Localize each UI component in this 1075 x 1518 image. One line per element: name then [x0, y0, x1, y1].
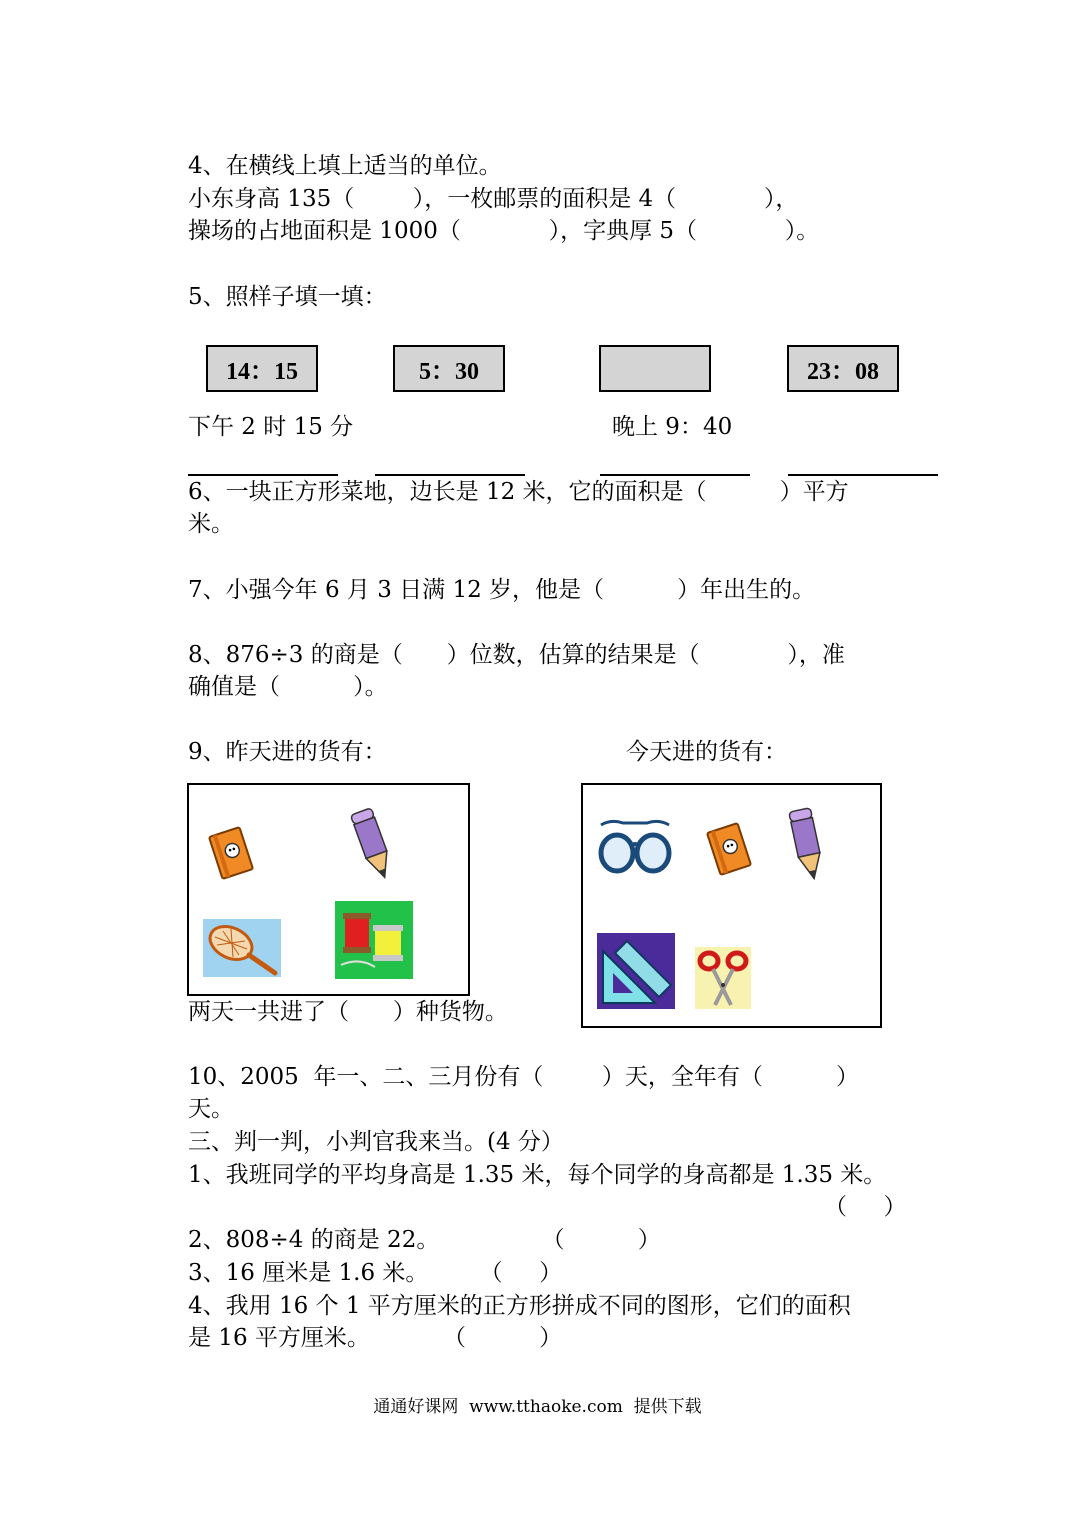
- q8-line-2: 确值是（ ）。: [188, 674, 388, 700]
- set-square-icon: [597, 933, 675, 1009]
- q5-example-caption: 下午 2 时 15 分: [188, 414, 354, 440]
- judge-item-1-answer: （ ）: [824, 1194, 907, 1220]
- q6-line-1: 6、一块正方形菜地，边长是 12 米，它的面积是（ ）平方: [188, 479, 849, 505]
- tennis-racket-icon: [203, 919, 281, 977]
- clock-box-4: 23：08: [787, 345, 899, 392]
- judge-item-4-line-2: 是 16 平方厘米。 （ ）: [188, 1325, 563, 1351]
- today-goods-box: [581, 783, 882, 1028]
- section3-title: 三、判一判，小判官我来当。(4 分）: [188, 1129, 564, 1155]
- q8-line-1: 8、876÷3 的商是（ ）位数，估算的结果是（ ），准: [188, 642, 845, 668]
- q7-line-1: 7、小强今年 6 月 3 日满 12 岁，他是（ ）年出生的。: [188, 577, 816, 603]
- scissors-icon: [695, 947, 751, 1009]
- judge-item-2: 2、808÷4 的商是 22。 （ ）: [188, 1227, 661, 1253]
- q4-line-1: 小东身高 135（ ），一枚邮票的面积是 4（ ），: [188, 186, 799, 212]
- q4-title: 4、在横线上填上适当的单位。: [188, 153, 502, 179]
- q9-today-label: 今天进的货有：: [626, 739, 787, 765]
- clock-box-3: [599, 345, 711, 392]
- judge-item-3: 3、16 厘米是 1.6 米。 （ ）: [188, 1260, 563, 1286]
- notebook-icon: [203, 825, 259, 881]
- q9-question: 两天一共进了（ ）种货物。: [188, 999, 508, 1025]
- q10-line-2: 天。: [188, 1096, 234, 1122]
- glasses-icon: [595, 815, 675, 881]
- clock-box-2: 5：30: [393, 345, 505, 392]
- pencil-icon: [349, 805, 399, 885]
- q5-title: 5、照样子填一填：: [188, 284, 387, 310]
- q6-line-2: 米。: [188, 511, 234, 537]
- q5-third-caption: 晚上 9：40: [612, 414, 733, 440]
- q4-line-2: 操场的占地面积是 1000（ ），字典厚 5（ ）。: [188, 218, 820, 244]
- yesterday-goods-box: [187, 783, 470, 996]
- pencil-icon: [783, 805, 833, 885]
- clock-box-1: 14：15: [206, 345, 318, 392]
- judge-item-1: 1、我班同学的平均身高是 1.35 米，每个同学的身高都是 1.35 米。: [188, 1162, 887, 1188]
- q10-line-1: 10、2005 年一、二、三月份有（ ）天，全年有（ ）: [188, 1064, 860, 1090]
- q9-yesterday-label: 9、昨天进的货有：: [188, 739, 387, 765]
- notebook-icon: [701, 821, 757, 877]
- thread-spool-icon: [335, 901, 413, 979]
- footer-text: 通通好课网 www.tthaoke.com 提供下载: [373, 1397, 702, 1417]
- judge-item-4-line-1: 4、我用 16 个 1 平方厘米的正方形拼成不同的图形，它们的面积: [188, 1293, 851, 1319]
